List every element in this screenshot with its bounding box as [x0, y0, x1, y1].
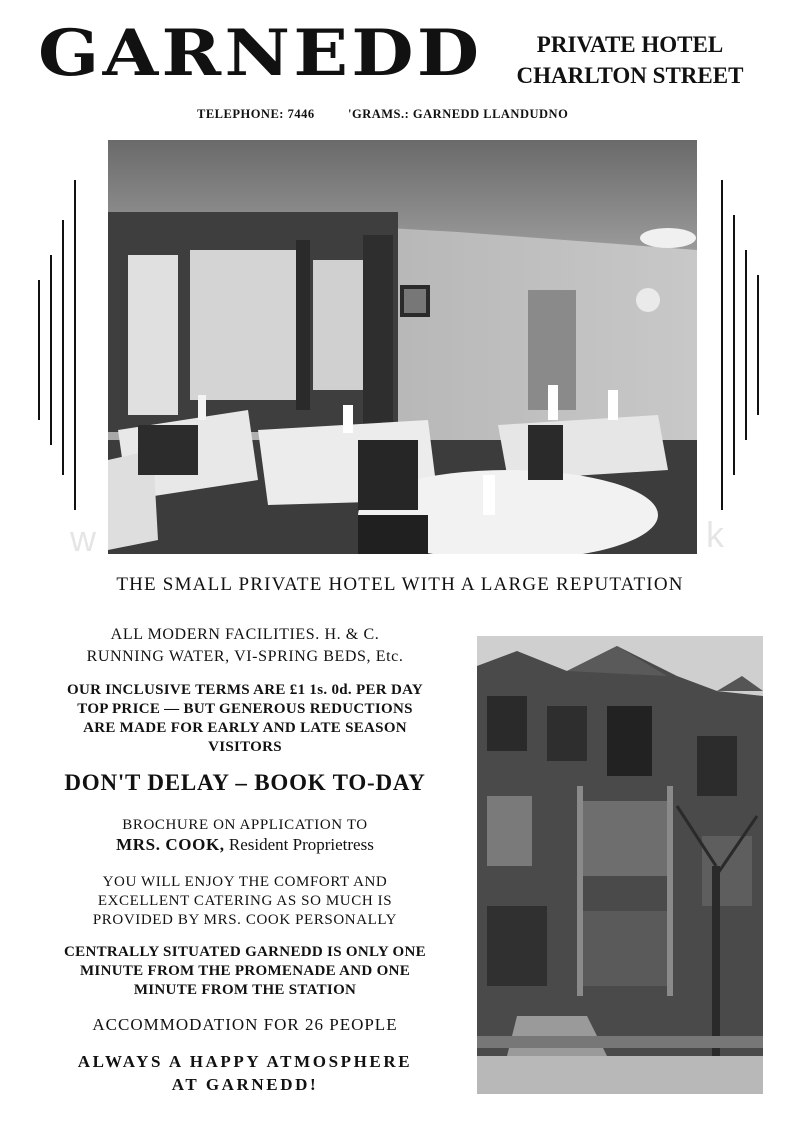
telephone-number: TELEPHONE: 7446 [197, 107, 315, 121]
location-line-2: MINUTE FROM THE PROMENADE AND ONE [79, 963, 411, 979]
location-line-3: MINUTE FROM THE STATION [133, 982, 357, 998]
hotel-exterior-photo [477, 636, 763, 1094]
accommodation-capacity: ACCOMMODATION FOR 26 PEOPLE [92, 1015, 398, 1034]
terms-line-3: ARE MADE FOR EARLY AND LATE SEASON [83, 720, 407, 736]
facilities-line-2: RUNNING WATER, VI-SPRING BEDS, Etc. [86, 648, 404, 665]
closing-line-2: AT GARNEDD! [171, 1075, 319, 1094]
telegram-address: 'GRAMS.: GARNEDD LLANDUDNO [348, 107, 569, 121]
book-today-call: DON'T DELAY – BOOK TO-DAY [64, 770, 426, 795]
dining-room-photo [108, 140, 697, 554]
closing-line-1: ALWAYS A HAPPY ATMOSPHERE [77, 1052, 413, 1071]
terms-line-4: VISITORS [208, 739, 282, 755]
subtitle-private-hotel: PRIVATE HOTEL [536, 32, 724, 57]
proprietress-role: Resident Proprietress [228, 835, 374, 854]
comfort-line-2: EXCELLENT CATERING AS SO MUCH IS [97, 893, 393, 909]
terms-line-1: OUR INCLUSIVE TERMS ARE £1 1s. 0d. PER DAY [66, 682, 423, 698]
subtitle-street: CHARLTON STREET [516, 63, 744, 88]
location-line-1: CENTRALLY SITUATED GARNEDD IS ONLY ONE [64, 944, 426, 960]
tagline: THE SMALL PRIVATE HOTEL WITH A LARGE REPUTATION [116, 574, 684, 595]
comfort-line-1: YOU WILL ENJOY THE COMFORT AND [102, 874, 388, 890]
hotel-name-heading: GARNEDD [38, 16, 483, 91]
comfort-line-3: PROVIDED BY MRS. COOK PERSONALLY [92, 912, 398, 928]
watermark-right: k [706, 514, 724, 555]
brochure-contact [30, 835, 460, 855]
facilities-line-1: ALL MODERN FACILITIES. H. & C. [110, 626, 380, 643]
terms-line-2: TOP PRICE — BUT GENEROUS REDUCTIONS [77, 701, 413, 717]
brochure-line: BROCHURE ON APPLICATION TO [122, 817, 368, 833]
watermark-left: w [70, 518, 96, 559]
proprietress-name: MRS. COOK, [116, 835, 225, 854]
